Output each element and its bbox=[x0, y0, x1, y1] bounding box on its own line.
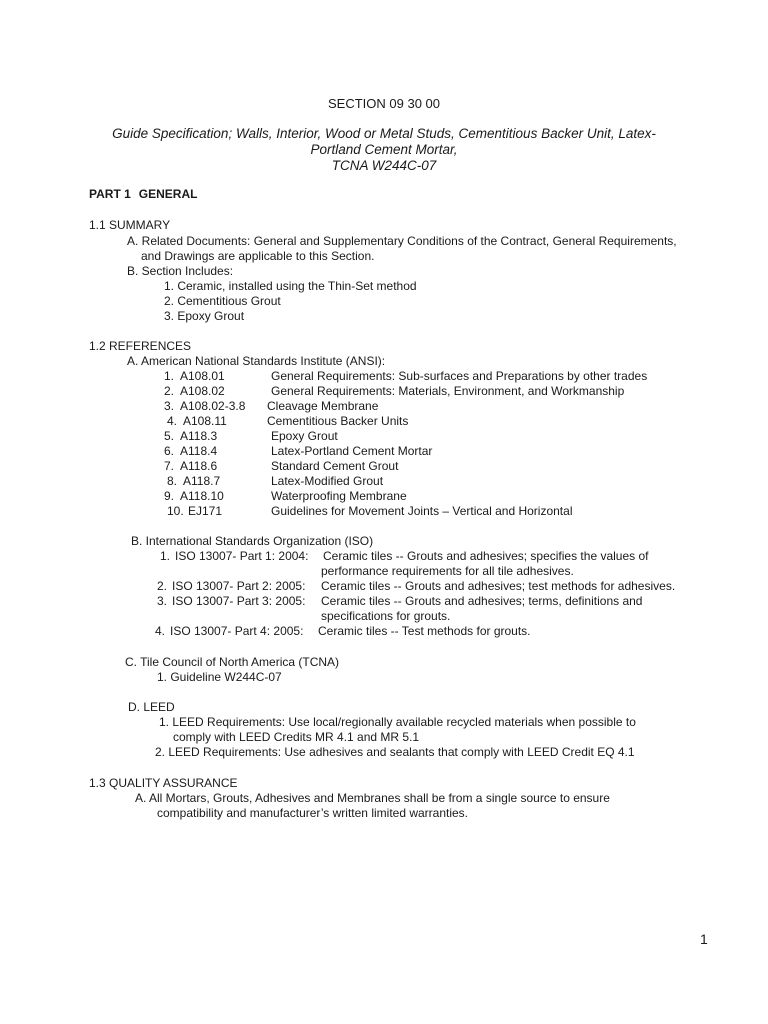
iso-desc: Ceramic tiles -- Test methods for grouts. bbox=[318, 624, 531, 638]
ansi-desc: Epoxy Grout bbox=[271, 429, 338, 443]
iso-num: 2. bbox=[157, 579, 168, 593]
guide-title-line-1: Guide Specification; Walls, Interior, Wood or Metal Studs, Cementitious Backer Unit, Latex- bbox=[112, 126, 656, 141]
summary-related-docs: A. Related Documents: General and Supplementary Conditions of the Contract, General Requirements, bbox=[127, 234, 677, 248]
list-item: 1. Ceramic, installed using the Thin-Set method bbox=[164, 279, 417, 293]
ansi-desc: Latex-Modified Grout bbox=[271, 474, 384, 488]
ansi-code: EJ171 bbox=[188, 504, 223, 518]
summary-related-docs-cont: and Drawings are applicable to this Section. bbox=[141, 249, 375, 263]
ansi-num: 6. bbox=[164, 444, 175, 458]
ansi-num: 10. bbox=[167, 504, 184, 518]
tcna-heading: C. Tile Council of North America (TCNA) bbox=[125, 655, 340, 669]
iso-code: ISO 13007- Part 2: 2005: bbox=[172, 579, 306, 593]
ansi-code: A118.7 bbox=[183, 474, 221, 488]
iso-code: ISO 13007- Part 3: 2005: bbox=[172, 594, 306, 608]
ansi-code: A108.01 bbox=[180, 369, 225, 383]
quality-item-a-cont: compatibility and manufacturer’s written limited warranties. bbox=[157, 806, 469, 820]
ansi-heading: A. American National Standards Institute (ANSI): bbox=[127, 354, 386, 368]
guide-title-line-2: Portland Cement Mortar, bbox=[310, 142, 458, 157]
list-item: 2. Cementitious Grout bbox=[164, 294, 281, 308]
leed-item-1-cont: comply with LEED Credits MR 4.1 and MR 5.1 bbox=[173, 730, 420, 744]
ansi-num: 5. bbox=[164, 429, 175, 443]
ansi-desc: Cementitious Backer Units bbox=[267, 414, 409, 428]
leed-item-1: 1. LEED Requirements: Use local/regionally available recycled materials when possible to bbox=[159, 715, 636, 729]
list-item: 3. Epoxy Grout bbox=[164, 309, 245, 323]
ansi-code: A108.11 bbox=[183, 414, 227, 428]
ansi-desc: Latex-Portland Cement Mortar bbox=[271, 444, 433, 458]
leed-item-2: 2. LEED Requirements: Use adhesives and sealants that comply with LEED Credit EQ 4.1 bbox=[155, 745, 635, 759]
iso-desc: Ceramic tiles -- Grouts and adhesives; test methods for adhesives. bbox=[321, 579, 676, 593]
ansi-desc: Guidelines for Movement Joints – Vertical and Horizontal bbox=[271, 504, 573, 518]
iso-desc: Ceramic tiles -- Grouts and adhesives; specifies the values of bbox=[323, 549, 649, 563]
ansi-code: A118.6 bbox=[180, 459, 218, 473]
ansi-num: 3. bbox=[164, 399, 175, 413]
ansi-desc: General Requirements: Materials, Environment, and Workmanship bbox=[271, 384, 625, 398]
ansi-desc: Cleavage Membrane bbox=[267, 399, 379, 413]
iso-desc-cont: performance requirements for all tile adhesives. bbox=[321, 564, 574, 578]
leed-heading: D. LEED bbox=[128, 700, 175, 714]
ansi-num: 9. bbox=[164, 489, 175, 503]
section-number: SECTION 09 30 00 bbox=[328, 96, 440, 111]
ansi-num: 2. bbox=[164, 384, 175, 398]
part-heading bbox=[89, 187, 197, 202]
iso-desc-cont: specifications for grouts. bbox=[321, 609, 451, 623]
iso-desc: Ceramic tiles -- Grouts and adhesives; terms, definitions and bbox=[321, 594, 643, 608]
summary-section-includes: B. Section Includes: bbox=[127, 264, 234, 278]
quality-item-a: A. All Mortars, Grouts, Adhesives and Membranes shall be from a single source to ensure bbox=[135, 791, 610, 805]
ansi-desc: Standard Cement Grout bbox=[271, 459, 399, 473]
ansi-num: 1. bbox=[164, 369, 175, 383]
iso-num: 3. bbox=[157, 594, 168, 608]
ansi-desc: Waterproofing Membrane bbox=[271, 489, 407, 503]
ansi-num: 4. bbox=[167, 414, 178, 428]
part-label: PART 1 bbox=[89, 187, 131, 201]
iso-heading: B. International Standards Organization (ISO) bbox=[131, 534, 374, 548]
iso-num: 1. bbox=[160, 549, 171, 563]
iso-num: 4. bbox=[155, 624, 166, 638]
summary-heading: 1.1 SUMMARY bbox=[89, 218, 171, 232]
ansi-num: 8. bbox=[167, 474, 178, 488]
ansi-code: A108.02 bbox=[180, 384, 225, 398]
ansi-num: 7. bbox=[164, 459, 175, 473]
list-item: 1. Guideline W244C-07 bbox=[157, 670, 282, 684]
quality-heading: 1.3 QUALITY ASSURANCE bbox=[89, 776, 238, 790]
ansi-code: A118.4 bbox=[180, 444, 218, 458]
ansi-code: A118.3 bbox=[180, 429, 218, 443]
iso-code: ISO 13007- Part 1: 2004: bbox=[175, 549, 309, 563]
iso-code: ISO 13007- Part 4: 2005: bbox=[170, 624, 304, 638]
guide-title-line-3: TCNA W244C-07 bbox=[331, 158, 437, 173]
references-heading: 1.2 REFERENCES bbox=[89, 339, 192, 353]
ansi-code: A118.10 bbox=[180, 489, 224, 503]
page-number: 1 bbox=[700, 931, 708, 947]
ansi-code: A108.02-3.8 bbox=[180, 399, 246, 413]
ansi-desc: General Requirements: Sub-surfaces and Preparations by other trades bbox=[271, 369, 648, 383]
part-title: GENERAL bbox=[138, 187, 198, 201]
